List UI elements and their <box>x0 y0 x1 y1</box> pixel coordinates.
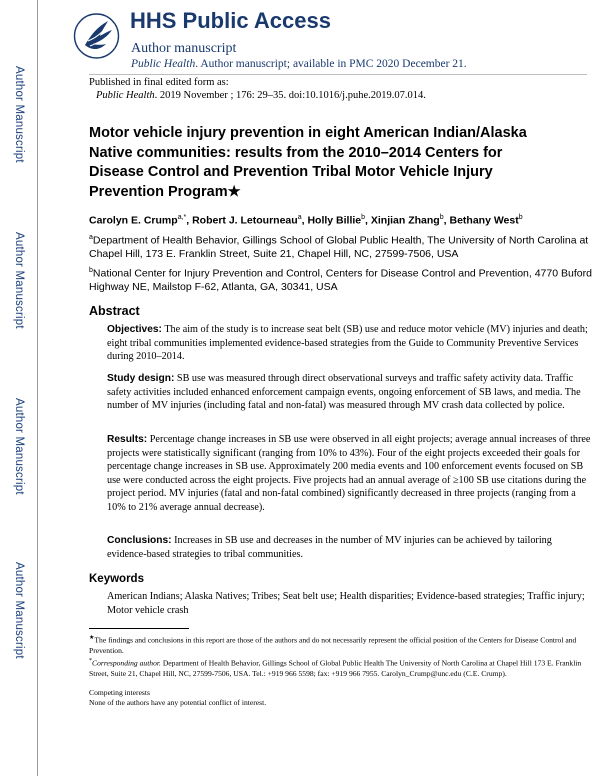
margin-divider <box>37 0 38 776</box>
hhs-public-access-title: HHS Public Access <box>130 8 331 33</box>
affiliation-b <box>89 264 594 295</box>
journal-availability <box>131 58 467 70</box>
side-label-author-manuscript-4: Author Manuscript <box>13 562 25 659</box>
author-manuscript-label: Author manuscript <box>131 41 237 56</box>
conclusions-label: Conclusions: <box>107 535 172 546</box>
study-design-text: SB use was measured through direct observational surveys and traffic safety activity data. Traffic safety activities included enhanced enforcement campaign events, ongoing enforcement of SB laws, and media. The number of MV injuries (including fatal and non-fatal) was measured through MV crash data collected by police. <box>107 373 581 412</box>
citation-journal: Public Health <box>96 90 155 101</box>
author-list: Carolyn E. Crump$^{a,*}$, Robert J. Letourneau$^a$, Holly Billie$^b$, Xinjian Zhang$^b$, Bethany West$^b$ <box>89 214 523 227</box>
asterisk-mark: * <box>89 658 92 664</box>
article-title: Motor vehicle injury prevention in eight American Indian/Alaska Native communities: results from the 2010–2014 Centers for Disease Control and Prevention Tribal Motor Vehicle Injury Prevention Program★ <box>89 125 527 200</box>
header-rule <box>89 74 587 75</box>
journal-name: Public Health <box>131 58 196 70</box>
study-design-label: Study design: <box>107 373 175 384</box>
corresponding-author-text: Department of Health Behavior, Gillings School of Global Public Health The University of North Carolina at Chapel Hill 173 E. Franklin Street, Suite 21, Chapel Hill, NC, 27599-7506, USA. Tel.: +919 966 5598; fax: +919 966 7955. Carolyn_Crump@unc.edu (C.E. Crump). <box>89 658 582 678</box>
objectives-label: Objectives: <box>107 324 162 335</box>
results-label: Results: <box>107 434 148 445</box>
objectives-paragraph <box>107 323 593 364</box>
keywords-heading: Keywords <box>89 573 144 585</box>
conclusions-text: Increases in SB use and decreases in the number of MV injuries can be achieved by tailoring evidence-based strategies to tribal communities. <box>107 535 552 560</box>
disclaimer-text: The findings and conclusions in this report are those of the authors and do not necessarily represent the official position of the Centers for Disease Control and Prevention. <box>89 635 577 655</box>
footnote-disclaimer <box>89 633 594 656</box>
side-label-author-manuscript-3: Author Manuscript <box>13 398 25 495</box>
results-text: Percentage change increases in SB use were observed in all eight projects; average annual increases of three projects were statistically significant (ranging from 10% to 43%). Four of the eight projects exceeded their goals for percentage change increases in SB use. Approximately 200 media events and 100 enforcement events focused on SB use were conducted across the eight projects. Five projects had an annual average of ≥100 SB use citations during the project period. MV injuries (fatal and non-fatal combined) significantly decreased in three projects (ranging from a 10% to 21% average annual decrease). <box>107 434 591 513</box>
affiliation-text: Department of Health Behavior, Gillings School of Global Public Health, The University of North Carolina at Chapel Hill, 173 E. Franklin Street, Suite 21, Chapel Hill, NC, 27599-7506, USA <box>89 234 589 260</box>
author-affiliation-mark: a <box>297 214 302 221</box>
affiliation-a <box>89 231 594 262</box>
competing-interests-label: Competing interests <box>89 688 150 697</box>
side-label-author-manuscript-2: Author Manuscript <box>13 232 25 329</box>
author-name: Carolyn E. Crump <box>89 214 178 227</box>
author-affiliation-mark: b <box>518 214 523 221</box>
author-name: Holly Billie <box>307 214 362 227</box>
competing-interests-text: None of the authors have any potential conflict of interest. <box>89 698 267 707</box>
study-design-paragraph <box>107 372 593 413</box>
author-name: Bethany West <box>449 214 519 227</box>
footnote-corresponding-author <box>89 656 594 679</box>
keywords-text: American Indians; Alaska Natives; Tribes; Seat belt use; Health disparities; Evidence-based strategies; Traffic injury; Motor vehicle crash <box>107 591 585 616</box>
author-affiliation-mark: b <box>361 214 366 221</box>
author-name: Xinjian Zhang <box>370 214 440 227</box>
published-in-label: Published in final edited form as: <box>89 77 229 88</box>
author-affiliation-mark: b <box>439 214 444 221</box>
author-affiliation-mark: a,* <box>177 214 187 221</box>
abstract-heading: Abstract <box>89 304 140 318</box>
star-mark: ★ <box>89 635 95 641</box>
affiliation-mark: b <box>89 267 93 274</box>
citation <box>96 90 426 101</box>
corresponding-author-label: Corresponding author. <box>92 658 161 668</box>
footnote-rule <box>89 628 189 629</box>
author-name: Robert J. Letourneau <box>192 214 298 227</box>
citation-details: . 2019 November ; 176: 29–35. doi:10.1016/j.puhe.2019.07.014. <box>154 90 426 101</box>
affiliation-mark: a <box>89 234 93 241</box>
side-label-author-manuscript-1: Author Manuscript <box>13 66 25 163</box>
affiliation-text: National Center for Injury Prevention and Control, Centers for Disease Control and Prevention, 4770 Buford Highway NE, Mailstop F-62, Atlanta, GA, 30341, USA <box>89 267 592 293</box>
results-paragraph <box>107 433 593 515</box>
objectives-text: The aim of the study is to increase seat belt (SB) use and reduce motor vehicle (MV) injuries and death; eight tribal communities implemented evidence-based strategies from the Guide to Community Preventive Services during 2010–2014. <box>107 324 588 363</box>
conclusions-paragraph <box>107 534 593 561</box>
availability-text: . Author manuscript; available in PMC 2020 December 21. <box>195 58 467 70</box>
hhs-eagle-logo <box>73 11 120 61</box>
